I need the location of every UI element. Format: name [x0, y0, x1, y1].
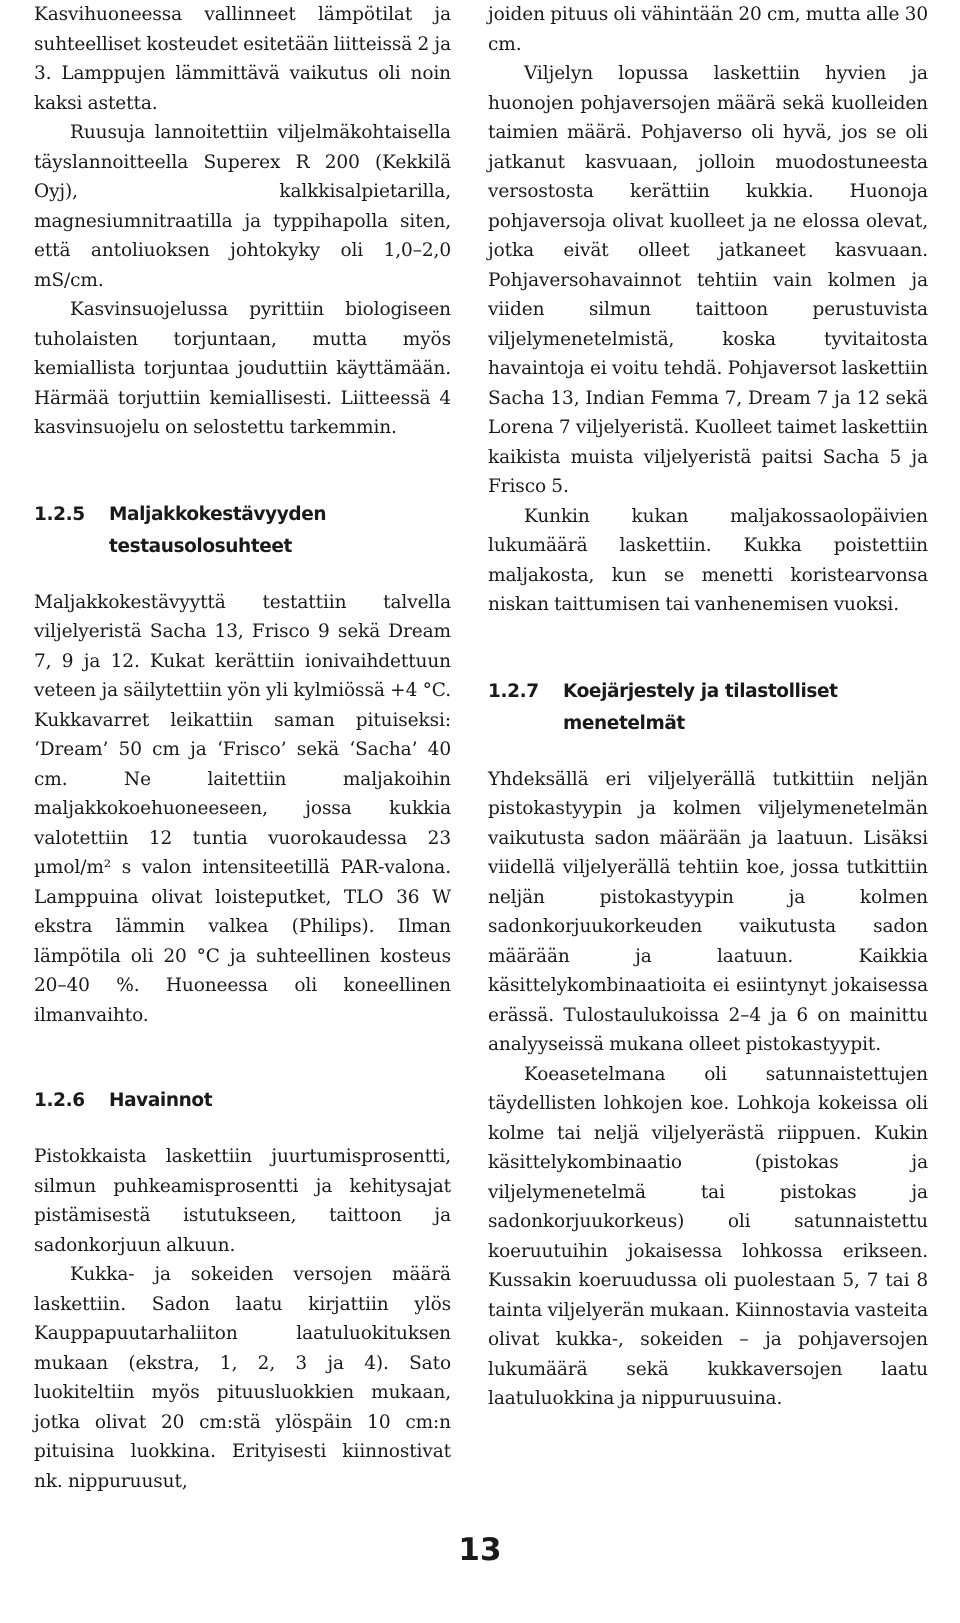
page-number: 13: [458, 1532, 502, 1568]
heading-number: 1.2.5: [34, 503, 85, 525]
heading-1-2-7: [488, 676, 928, 740]
paragraph-randomized-blocks: Koeasetelmana oli satunnaistettujen täydellisten lohkojen koe. Lohkoja kokeissa oli kolme tai neljä viljelyerästä riippuen. Kukin käsittelykombinaatio (pistokas ja viljelymenetelmä tai pistokas ja sadonkorjuukorkeus) oli satunnaistettu koeruutuihin jokaisessa lohkossa erikseen. Kussakin koeruudussa oli puolestaan 5, 7 tai 8 tainta viljelyerän mukaan. Kiinnostavia vasteita olivat kukka-, sokeiden – ja pohjaversojen lukumäärä sekä kukkaversojen laatu laatuluokkina ja nippuruusuina.: [488, 1063, 928, 1409]
paragraph-basal-shoots: Viljelyn lopussa laskettiin hyvien ja huonojen pohjaversojen määrä sekä kuolleiden taimien määrä. Pohjaverso oli hyvä, jos se oli jatkanut kasvuaan, jolloin muodostuneesta versostosta kerättiin kukkia. Huonoja pohjaversoja olivat kuolleet ja ne elossa olevat, jotka eivät olleet jatkaneet kasvuaan. Pohjaversohavainnot tehtiin vain kolmen ja viiden silmun taittoon perustuvista viljelymenetelmistä, koska tyvitaitosta havaintoja ei voitu tehdä. Pohjaversot laskettiin Sacha 13, Indian Femma 7, Dream 7 ja 12 sekä Lorena 7 viljelyeristä. Kuolleet taimet laskettiin kaikista muista viljelyeristä paitsi Sacha 5 ja Frisco 5.: [488, 63, 928, 497]
heading-number: 1.2.6: [34, 1090, 85, 1111]
right-column: [488, 0, 928, 1414]
paragraph-continuation: joiden pituus oli vähintään 20 cm, mutta alle 30 cm.: [488, 4, 928, 55]
heading-title: Maljakkokestävyyden testausolosuhteet: [109, 503, 327, 557]
paragraph-observations-rooting: Pistokkaista laskettiin juurtumisprosentti, silmun puhkeamisprosentti ja kehitysajat pistämisestä istutukseen, taittoon ja sadonkorjuun alkuun.: [34, 1146, 451, 1256]
paragraph-vase-life-conditions: Maljakkokestävyyttä testattiin talvella viljelyeristä Sacha 13, Frisco 9 sekä Dream 7, 9 ja 12. Kukat kerättiin ionivaihdettuun veteen ja säilytettiin yön yli kylmiössä +4 °C. Kukkavarret leikattiin saman pituiseksi: ‘Dream’ 50 cm ja ‘Frisco’ sekä ‘Sacha’ 40 cm. Ne laitettiin maljakoihin maljakkokoehuoneeseen, jossa kukkia valotettiin 12 tuntia vuorokaudessa 23 µmol/m² s valon intensiteetillä PAR-valona. Lamppuina olivat loisteputket, TLO 36 W ekstra lämmin valkea (Philips). Ilman lämpötila oli 20 °C ja suhteellinen kosteus 20–40 %. Huoneessa oli koneellinen ilmanvaihto.: [34, 591, 451, 1026]
paragraph-vase-days: Kunkin kukan maljakossaolopäivien lukumäärä laskettiin. Kukka poistettiin maljakosta, kun se menetti koristearvonsa niskan taittumisen tai vanhenemisen vuoksi.: [488, 505, 928, 615]
heading-title: Havainnot: [109, 1090, 213, 1111]
left-column: [34, 0, 451, 1496]
paragraph-plant-protection: Kasvinsuojelussa pyrittiin biologiseen tuholaisten torjuntaan, mutta myös kemiallista torjuntaa jouduttiin käyttämään. Härmää torjuttiin kemiallisesti. Liitteessä 4 kasvinsuojelu on selostettu tarkemmin.: [34, 299, 451, 438]
paragraph-observations-yield: Kukka- ja sokeiden versojen määrä laskettiin. Sadon laatu kirjattiin ylös Kauppapuutarhaliiton laatuluokituksen mukaan (ekstra, 1, 2, 3 ja 4). Sato luokiteltiin myös pituusluokkien mukaan, jotka olivat 20 cm:stä ylöspäin 10 cm:n pituisina luokkina. Erityisesti kiinnostivat nk. nippuruusut,: [34, 1264, 451, 1492]
paragraph-experimental-design: Yhdeksällä eri viljelyerällä tutkittiin neljän pistokastyypin ja kolmen viljelymenetelmän vaikutusta sadon määrään ja laatuun. Lisäksi viidellä viljelyerällä tehtiin koe, jossa tutkittiin neljän pistokastyypin ja kolmen sadonkorjuukorkeuden vaikutusta sadon määrään ja laatuun. Kaikkia käsittelykombinaatioita ei esiintynyt jokaisessa erässä. Tulostaulukoissa 2–4 ja 6 on mainittu analyyseissä mukana olleet pistokastyypit.: [488, 768, 928, 1055]
heading-number: 1.2.7: [488, 680, 539, 702]
paragraph-greenhouse-conditions: Kasvihuoneessa vallinneet lämpötilat ja suhteelliset kosteudet esitetään liitteissä 2 ja 3. Lamppujen lämmittävä vaikutus oli noin kaksi astetta.: [34, 4, 451, 114]
paragraph-fertilization: Ruusuja lannoitettiin viljelmäkohtaisella täyslannoitteella Superex R 200 (Kekkilä Oyj), kalkkisalpietarilla, magnesiumnitraatilla ja typpihapolla siten, että antoliuoksen johtokyky oli 1,0–2,0 mS/cm.: [34, 122, 451, 291]
heading-title: Koejärjestely ja tilastolliset menetelmät: [563, 680, 838, 734]
heading-1-2-5: [34, 499, 451, 563]
heading-1-2-6: [34, 1085, 451, 1117]
